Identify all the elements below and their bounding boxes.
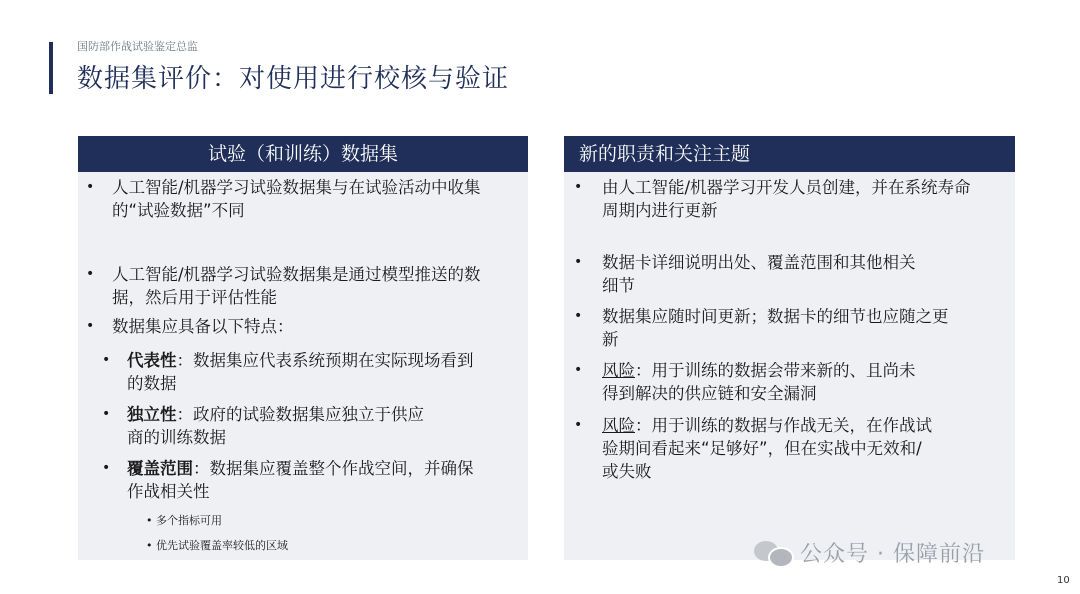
bullet-icon: • (574, 254, 583, 270)
sub-item-priority: • 优先试验覆盖率较低的区域 (146, 539, 288, 552)
left-item-representativeness: 代表性：数据集应代表系统预期在实际现场看到 的数据 (127, 351, 474, 393)
bullet-icon: • (574, 417, 583, 433)
page-number: 10 (1057, 575, 1070, 586)
bullet-icon: • (102, 460, 111, 476)
right-item-1: 由人工智能/机器学习开发人员创建，并在系统寿命 周期内进行更新 (602, 178, 971, 220)
right-item-2: 数据卡详细说明出处、覆盖范围和其他相关 细节 (602, 253, 916, 295)
right-item-risk-1: 风险：用于训练的数据会带来新的、且尚未 得到解决的供应链和安全漏洞 (602, 361, 916, 403)
title-accent-bar (49, 42, 53, 94)
watermark-text: 公众号 · 保障前沿 (800, 541, 985, 567)
left-item-1: 人工智能/机器学习试验数据集与在试验活动中收集 的“试验数据”不同 (112, 178, 481, 220)
bullet-icon: • (86, 266, 95, 282)
wechat-icon (754, 539, 792, 565)
sub-item-metrics: • 多个指标可用 (146, 514, 222, 527)
right-item-3: 数据集应随时间更新；数据卡的细节也应随之更 新 (602, 307, 949, 349)
bullet-icon: • (86, 179, 95, 195)
left-panel-heading: 试验（和训练）数据集 (78, 136, 528, 172)
left-item-coverage: 覆盖范围：数据集应覆盖整个作战空间，并确保 作战相关性 (127, 459, 474, 501)
right-item-risk-2: 风险：用于训练的数据与作战无关，在作战试 验期间看起来“足够好”，但在实战中无效和/ 或失败 (602, 416, 932, 481)
bullet-icon: • (86, 318, 95, 334)
bullet-icon: • (574, 308, 583, 324)
bullet-icon: • (102, 352, 111, 368)
bullet-icon: • (102, 406, 111, 422)
right-panel-heading: 新的职责和关注主题 (564, 136, 1015, 172)
right-panel (564, 136, 1015, 560)
watermark (754, 538, 985, 566)
left-item-3: 数据集应具备以下特点： (112, 317, 294, 336)
slide-title: 数据集评价：对使用进行校核与验证 (77, 64, 510, 94)
organization-label: 国防部作战试验鉴定总监 (77, 40, 198, 53)
left-item-2: 人工智能/机器学习试验数据集是通过模型推送的数 据，然后用于评估性能 (112, 265, 481, 307)
left-panel (78, 136, 528, 560)
left-item-independence: 独立性：政府的试验数据集应独立于供应 商的训练数据 (127, 405, 424, 447)
bullet-icon: • (574, 362, 583, 378)
bullet-icon: • (574, 179, 583, 195)
